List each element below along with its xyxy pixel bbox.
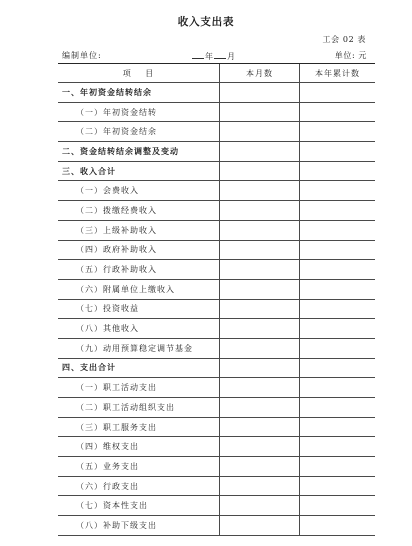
- this-month-cell: [219, 496, 299, 515]
- this-month-cell: [219, 221, 299, 240]
- line-item-label: （一）年初资金结转: [76, 107, 157, 117]
- section-row: [58, 162, 375, 182]
- line-item-row: [58, 496, 375, 516]
- year-to-date-cell: [299, 280, 375, 299]
- section-row: [58, 83, 375, 103]
- line-item-label: （六）行政支出: [76, 481, 139, 491]
- this-month-cell: [219, 241, 299, 260]
- line-item-row: [58, 260, 375, 280]
- currency-unit-label: 单位: 元: [334, 51, 367, 60]
- year-to-date-cell: [299, 241, 375, 260]
- this-month-cell: [219, 103, 299, 122]
- this-month-cell: [219, 260, 299, 279]
- this-month-cell: [219, 516, 299, 535]
- year-to-date-cell: [299, 378, 375, 397]
- line-item-label: （一）职工活动支出: [76, 383, 157, 393]
- year-to-date-cell: [299, 457, 375, 476]
- line-item-label: （四）政府补助收入: [76, 245, 157, 255]
- line-item-row: [58, 418, 375, 438]
- line-item-label: （六）附属单位上缴收入: [76, 284, 175, 294]
- section-label: 二、资金结转结余调整及变动: [62, 145, 179, 156]
- line-item-row: [58, 437, 375, 457]
- this-month-cell: [219, 398, 299, 417]
- this-month-cell: [219, 201, 299, 220]
- line-item-row: [58, 201, 375, 221]
- column-header-year-to-date: 本年累计数: [299, 64, 375, 82]
- year-to-date-cell: [299, 398, 375, 417]
- year-to-date-cell: [299, 516, 375, 535]
- this-month-cell: [219, 162, 299, 181]
- form-number: 工会 02 表: [322, 35, 366, 44]
- line-item-label: （八）其他收入: [76, 324, 139, 334]
- year-to-date-cell: [299, 221, 375, 240]
- statement-title: 收入支出表: [177, 16, 235, 28]
- year-to-date-cell: [299, 300, 375, 319]
- year-to-date-cell: [299, 142, 375, 161]
- year-to-date-cell: [299, 83, 375, 102]
- line-item-row: [58, 300, 375, 320]
- year-to-date-cell: [299, 477, 375, 496]
- this-month-cell: [219, 319, 299, 338]
- this-month-cell: [219, 300, 299, 319]
- month-blank: [214, 50, 226, 59]
- this-month-cell: [219, 477, 299, 496]
- line-item-label: （八）补助下级支出: [76, 520, 157, 530]
- line-item-label: （三）职工服务支出: [76, 422, 157, 432]
- line-item-label: （二）年初资金结余: [76, 127, 157, 137]
- table-header-row: [58, 64, 375, 83]
- line-item-row: [58, 181, 375, 201]
- this-month-cell: [219, 122, 299, 141]
- section-row: [58, 359, 375, 379]
- line-item-row: [58, 221, 375, 241]
- report-period: [192, 50, 236, 62]
- year-label: 年: [205, 52, 214, 61]
- line-item-row: [58, 241, 375, 261]
- line-item-label: （五）业务支出: [76, 461, 139, 471]
- year-to-date-cell: [299, 162, 375, 181]
- line-item-label: （九）动用预算稳定调节基金: [76, 343, 193, 353]
- year-to-date-cell: [299, 437, 375, 456]
- income-expenditure-table: [58, 63, 375, 536]
- line-item-row: [58, 103, 375, 123]
- line-item-label: （二）拨缴经费收入: [76, 205, 157, 215]
- year-blank: [192, 50, 204, 59]
- section-label: 三、收入合计: [62, 165, 116, 176]
- month-label: 月: [227, 52, 236, 61]
- line-item-label: （四）维权支出: [76, 442, 139, 452]
- line-item-label: （七）资本性支出: [76, 501, 148, 511]
- section-label: 四、支出合计: [62, 362, 116, 373]
- this-month-cell: [219, 83, 299, 102]
- line-item-row: [58, 319, 375, 339]
- year-to-date-cell: [299, 201, 375, 220]
- year-to-date-cell: [299, 359, 375, 378]
- this-month-cell: [219, 418, 299, 437]
- this-month-cell: [219, 339, 299, 358]
- year-to-date-cell: [299, 260, 375, 279]
- year-to-date-cell: [299, 496, 375, 515]
- line-item-label: （一）会费收入: [76, 186, 139, 196]
- section-label: 一、年初资金结转结余: [62, 86, 152, 97]
- section-row: [58, 142, 375, 162]
- line-item-row: [58, 378, 375, 398]
- this-month-cell: [219, 457, 299, 476]
- this-month-cell: [219, 378, 299, 397]
- year-to-date-cell: [299, 181, 375, 200]
- line-item-row: [58, 516, 375, 536]
- line-item-row: [58, 280, 375, 300]
- preparing-unit-label: 编制单位:: [62, 51, 102, 60]
- this-month-cell: [219, 280, 299, 299]
- year-to-date-cell: [299, 122, 375, 141]
- this-month-cell: [219, 437, 299, 456]
- line-item-row: [58, 398, 375, 418]
- this-month-cell: [219, 181, 299, 200]
- year-to-date-cell: [299, 103, 375, 122]
- year-to-date-cell: [299, 339, 375, 358]
- line-item-label: （三）上级补助收入: [76, 225, 157, 235]
- line-item-row: [58, 457, 375, 477]
- this-month-cell: [219, 142, 299, 161]
- this-month-cell: [219, 359, 299, 378]
- line-item-label: （五）行政补助收入: [76, 265, 157, 275]
- line-item-row: [58, 477, 375, 497]
- line-item-label: （七）投资收益: [76, 304, 139, 314]
- column-header-item: 项 目: [122, 68, 155, 78]
- column-header-this-month: 本月数: [219, 64, 299, 82]
- year-to-date-cell: [299, 418, 375, 437]
- year-to-date-cell: [299, 319, 375, 338]
- line-item-label: （二）职工活动组织支出: [76, 402, 175, 412]
- line-item-row: [58, 122, 375, 142]
- line-item-row: [58, 339, 375, 359]
